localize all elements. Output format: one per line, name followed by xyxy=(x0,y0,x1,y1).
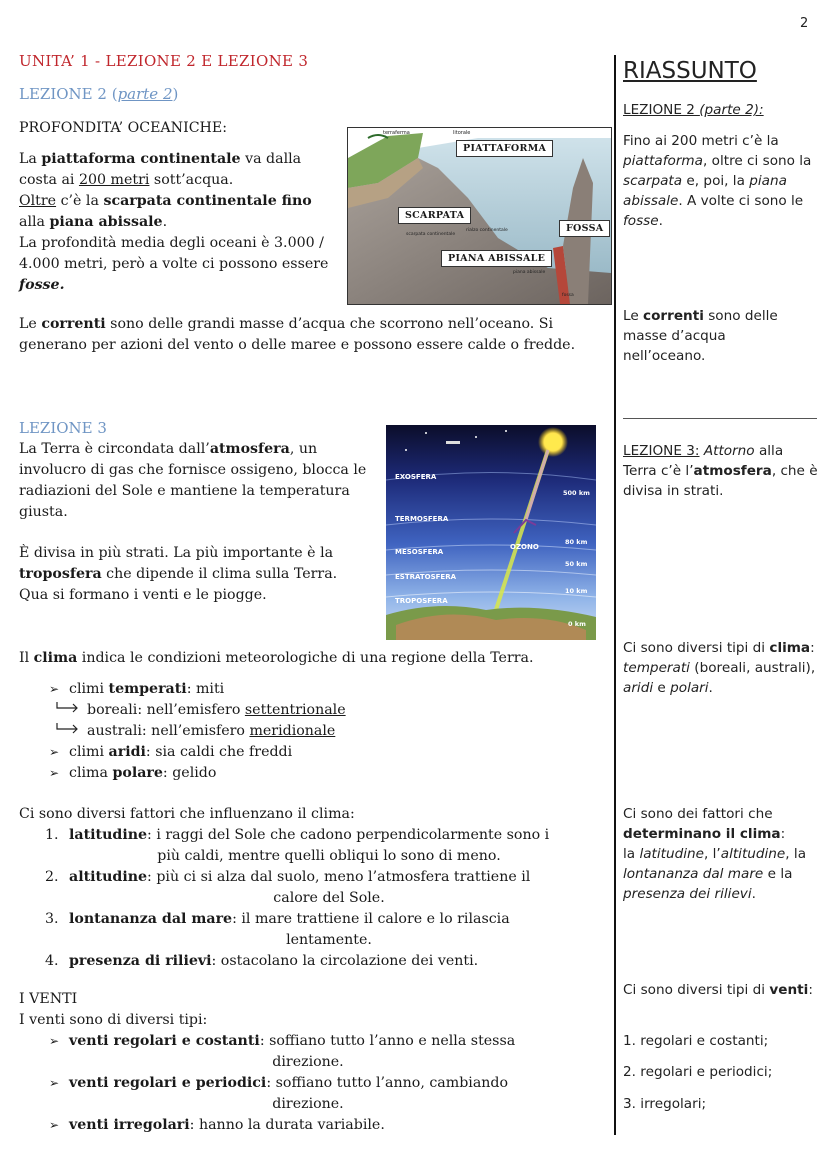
return-arrow-icon xyxy=(55,702,81,714)
svg-text:fossa: fossa xyxy=(562,293,574,298)
label-scarpata: SCARPATA xyxy=(398,207,471,224)
summary-l3-text: LEZIONE 3: Attorno alla Terra c’è l’atmosfera, che è divisa in strati. xyxy=(623,443,818,499)
km-10: 10 km xyxy=(565,587,588,595)
svg-text:piana abissale: piana abissale xyxy=(513,270,546,275)
summary-winds-item: 3. irregolari; xyxy=(623,1096,707,1112)
summary-l2-heading: LEZIONE 2 (parte 2): xyxy=(623,102,764,118)
summary-winds-item: 1. regolari e costanti; xyxy=(623,1033,769,1049)
factor-item: 4. presenza di rilievi: ostacolano la circolazione dei venti. xyxy=(45,953,479,969)
label-piana-abissale: PIANA ABISSALE xyxy=(441,250,552,267)
climate-definition: Il clima indica le condizioni meteorologiche di una regione della Terra. xyxy=(19,650,534,666)
label-fossa: FOSSA xyxy=(559,220,610,237)
summary-title: RIASSUNTO xyxy=(623,58,757,84)
km-0: 0 km xyxy=(568,620,586,628)
summary-winds-item: 2. regolari e periodici; xyxy=(623,1064,773,1080)
summary-l2-text: Fino ai 200 metri c’è la piattaforma, oltre ci sono la scarpata e, poi, la piana abissale. A volte ci sono le fosse. xyxy=(623,133,812,229)
factor-item: 3. lontananza dal mare: il mare trattiene il calore e lo rilascia lentamente. xyxy=(45,911,510,948)
lesson2-heading: LEZIONE 2 (parte 2) xyxy=(19,85,179,103)
lesson2-subheading: PROFONDITA’ OCEANICHE: xyxy=(19,120,228,136)
climate-austral: australi: nell’emisfero meridionale xyxy=(47,721,587,742)
page-number: 2 xyxy=(800,16,809,31)
winds-heading: I VENTI xyxy=(19,991,78,1007)
summary-currents: Le correnti sono delle masse d’acqua nell’oceano. xyxy=(623,308,778,364)
svg-text:terraferma: terraferma xyxy=(383,130,410,136)
layer-troposfera: TROPOSFERA xyxy=(395,597,448,605)
label-piattaforma: PIATTAFORMA xyxy=(456,140,553,157)
atmosphere-layers-diagram xyxy=(386,425,596,640)
factors-intro: Ci sono diversi fattori che influenzano il clima: xyxy=(19,806,355,822)
climate-arid: ➢ climi aridi: sia caldi che freddi xyxy=(47,742,587,763)
ozone-label: OZONO xyxy=(510,543,539,551)
return-arrow-icon xyxy=(55,723,81,735)
winds-list xyxy=(47,1031,547,1136)
lesson3-heading: LEZIONE 3 xyxy=(19,419,107,437)
factors-list xyxy=(19,825,589,972)
climate-polar: ➢ clima polare: gelido xyxy=(47,763,587,784)
km-80: 80 km xyxy=(565,538,588,546)
currents-paragraph: Le correnti sono delle grandi masse d’acqua che scorrono nell’oceano. Si generano per azioni del vento o delle maree e possono essere calde o fredde. xyxy=(19,316,576,353)
wind-item: ➢ venti regolari e costanti: soffiano tutto l’anno e nella stessa direzione. xyxy=(47,1031,547,1073)
atmosphere-figure xyxy=(386,425,596,640)
svg-text:litorale: litorale xyxy=(453,130,471,136)
lesson3-paragraph2: È divisa in più strati. La più importante è la troposfera che dipende il clima sulla Terra. Qua si formano i venti e le piogge. xyxy=(19,545,338,603)
svg-text:rialzo continentale: rialzo continentale xyxy=(466,228,508,233)
summary-winds: Ci sono diversi tipi di venti: xyxy=(623,982,813,998)
wind-item: ➢ venti irregolari: hanno la durata variabile. xyxy=(47,1115,547,1136)
wind-item: ➢ venti regolari e periodici: soffiano tutto l’anno, cambiando direzione. xyxy=(47,1073,547,1115)
svg-text:scarpata continentale: scarpata continentale xyxy=(406,232,456,237)
factor-item: 2. altitudine: più ci si alza dal suolo, meno l’atmosfera trattiene il calore del Sole. xyxy=(45,869,531,906)
layer-termosfera: TERMOSFERA xyxy=(395,515,449,523)
km-500: 500 km xyxy=(563,489,590,497)
summary-separator xyxy=(623,418,817,419)
ocean-depth-figure xyxy=(347,127,612,305)
km-50: 50 km xyxy=(565,560,588,568)
factor-item: 1. latitudine: i raggi del Sole che cadono perpendicolarmente sono i più caldi, mentre quelli obliqui lo sono di meno. xyxy=(45,827,550,864)
winds-intro: I venti sono di diversi tipi: xyxy=(19,1012,208,1028)
lesson3-paragraph1: La Terra è circondata dall’atmosfera, un involucro di gas che fornisce ossigeno, blocca le radiazioni del Sole e mantiene la temperatura giusta. xyxy=(19,441,367,520)
layer-estratosfera: ESTRATOSFERA xyxy=(395,573,457,581)
summary-factors: Ci sono dei fattori che determinano il clima: la latitudine, l’altitudine, la lontananza dal mare e la presenza dei rilievi. xyxy=(623,806,807,902)
climate-list xyxy=(47,679,587,784)
layer-mesosfera: MESOSFERA xyxy=(395,548,444,556)
summary-climate: Ci sono diversi tipi di clima: temperati (boreali, australi), aridi e polari. xyxy=(623,640,816,696)
page-title: UNITA’ 1 - LEZIONE 2 E LEZIONE 3 xyxy=(19,52,309,70)
climate-boreal: boreali: nell’emisfero settentrionale xyxy=(47,700,587,721)
climate-temperate: ➢ climi temperati: miti xyxy=(47,679,587,700)
layer-exosfera: EXOSFERA xyxy=(395,473,437,481)
column-divider xyxy=(614,55,616,1135)
lesson2-paragraph: La piattaforma continentale va dalla costa ai 200 metri sott’acqua. Oltre c’è la scarpata continentale fino alla piana abissale. La profondità media degli oceani è 3.000 / 4.000 metri, però a volte ci possono essere fosse. xyxy=(19,151,329,293)
